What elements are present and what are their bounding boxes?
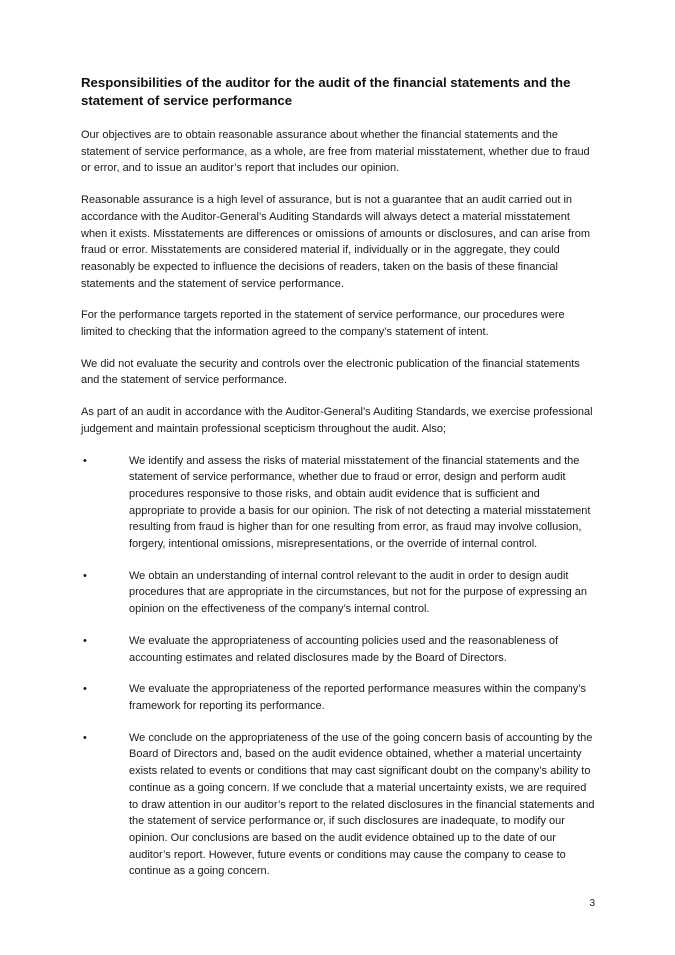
paragraph-reasonable-assurance: Reasonable assurance is a high level of assurance, but is not a guarantee that an audit carried out in accordance with the Auditor-General’s Auditing Standards will always detect a material misstatement when it exists. Misstatements are differences or omissions of amounts or disclosures, and can arise from fraud or error. Misstatements are considered material if, individually or in the aggregate, they could reasonably be expected to influence the decisions of readers, taken on the basis of these financial statements and the statement of service performance. — [81, 194, 591, 290]
bullet-list — [81, 453, 596, 880]
list-item-text: We evaluate the appropriateness of accounting policies used and the reasonableness of accounting estimates and related disclosures made by the Board of Directors. — [129, 634, 559, 664]
page-number: 3 — [589, 898, 595, 909]
bullet-icon: • — [83, 634, 87, 647]
paragraph-professional-judgement: As part of an audit in accordance with the Auditor-General’s Auditing Standards, we exercise professional judgement and maintain professional scepticism throughout the audit. Also; — [81, 406, 593, 435]
bullet-icon: • — [83, 731, 87, 744]
list-item — [81, 568, 596, 618]
list-item — [81, 633, 596, 666]
paragraph-objectives: Our objectives are to obtain reasonable assurance about whether the financial statements and the statement of service performance, as a whole, are free from material misstatement, whether due to fraud or error, and to issue an auditor’s report that includes our opinion. — [81, 129, 590, 175]
list-item — [81, 730, 596, 880]
list-item — [81, 681, 596, 714]
section-heading: Responsibilities of the auditor for the audit of the financial statements and the statement of service performance — [81, 75, 571, 108]
document-page — [81, 74, 596, 895]
list-item-text: We conclude on the appropriateness of the use of the going concern basis of accounting by the Board of Directors and, based on the audit evidence obtained, whether a material uncertainty exists related to events or conditions that may cast significant doubt on the company’s ability to continue as a going concern. If we conclude that a material uncertainty exists, we are required to draw attention in our auditor’s report to the related disclosures in the financial statements and the statement of service performance or, if such disclosures are inadequate, to modify our opinion. Our conclusions are based on the audit evidence obtained up to the date of our auditor’s report. However, future events or conditions may cause the company to cease to continue as a going concern. — [129, 731, 595, 878]
bullet-icon: • — [83, 454, 87, 467]
bullet-icon: • — [83, 683, 87, 696]
paragraph-performance-targets: For the performance targets reported in the statement of service performance, our procedures were limited to checking that the information agreed to the company’s statement of intent. — [81, 309, 565, 339]
list-item-text: We obtain an understanding of internal control relevant to the audit in order to design audit procedures that are appropriate in the circumstances, but not for the purpose of expressing an opinion on the effectiveness of the company’s internal control. — [129, 569, 587, 616]
bullet-icon: • — [83, 569, 87, 582]
list-item-text: We evaluate the appropriateness of the reported performance measures within the company’s framework for reporting its performance. — [129, 683, 586, 712]
paragraph-electronic-publication: We did not evaluate the security and controls over the electronic publication of the financial statements and the statement of service performance. — [81, 357, 580, 387]
list-item — [81, 453, 596, 553]
list-item-text: We identify and assess the risks of material misstatement of the financial statements and the statement of service performance, whether due to fraud or error, design and perform audit procedures responsive to those risks, and obtain audit evidence that is sufficient and appropriate to provide a basis for our opinion. The risk of not detecting a material misstatement resulting from fraud is higher than for one resulting from error, as fraud may involve collusion, forgery, intentional omissions, misrepresentations, or the override of internal control. — [129, 454, 591, 551]
